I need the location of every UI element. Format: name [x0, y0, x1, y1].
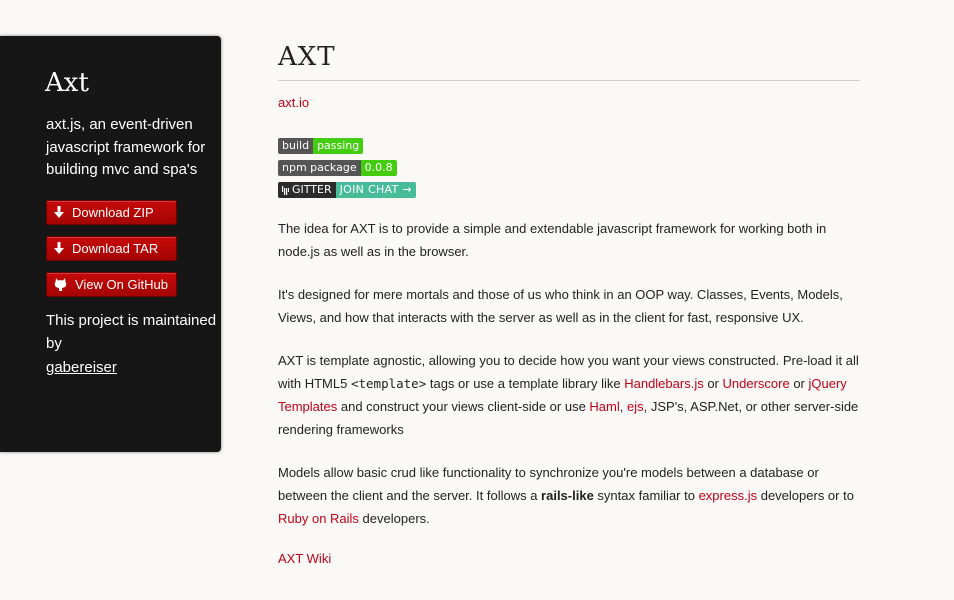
main-content [278, 42, 860, 566]
maintainer-link[interactable]: gabereiser [46, 358, 117, 376]
expressjs-link[interactable]: express.js [698, 488, 758, 503]
download-zip-button[interactable] [46, 200, 177, 225]
text: developers or to [757, 488, 854, 503]
badge-left: build [278, 138, 313, 154]
maintained-by-text: This project is maintained by [46, 311, 217, 352]
sidebar [0, 36, 221, 452]
paragraph-models [278, 461, 860, 530]
view-on-github-button[interactable] [46, 272, 177, 297]
text: , JSP's, ASP.Net, or other server-side rendering frameworks [278, 399, 859, 437]
gitter-label: GITTER [292, 183, 332, 196]
download-tar-label: Download TAR [72, 240, 159, 256]
download-tar-button[interactable] [46, 236, 177, 261]
badge-left: npm package [278, 160, 361, 176]
site-link[interactable]: axt.io [278, 95, 310, 110]
paragraph-templates [278, 349, 860, 441]
download-zip-label: Download ZIP [72, 204, 154, 220]
paragraph-design: It's designed for mere mortals and those of us who think in an OOP way. Classes, Events, Models, Views, and how that interacts with the server as well as in the client for fast, responsive UX. [278, 287, 843, 325]
text: tags or use a template library like [426, 376, 625, 391]
haml-link[interactable]: Haml [589, 399, 620, 414]
badge-right: 0.0.8 [361, 160, 397, 176]
paragraph-intro: The idea for AXT is to provide a simple and extendable javascript framework for working both in node.js as well as in the browser. [278, 221, 827, 259]
project-tagline: axt.js, an event-driven javascript framework for building mvc and spa's [46, 116, 206, 178]
ejs-link[interactable]: ejs [627, 399, 644, 414]
ruby-on-rails-link[interactable]: Ruby on Rails [278, 511, 359, 526]
gitter-icon [282, 186, 289, 195]
page-title: AXT [278, 42, 860, 81]
maintainer-note [46, 309, 221, 380]
text: Models allow basic crud like functionality to synchronize you're models between a database or between the client and the server. It follows a [278, 465, 819, 503]
download-arrow-icon [54, 242, 64, 255]
badge-right: JOIN CHAT → [336, 182, 416, 198]
underscore-link[interactable]: Underscore [722, 376, 790, 391]
npm-version-badge[interactable] [278, 160, 397, 176]
view-on-github-label: View On GitHub [75, 276, 168, 292]
gitter-badge[interactable] [278, 182, 416, 198]
text: or [703, 376, 723, 391]
badge-left [278, 182, 336, 198]
github-octocat-icon [54, 277, 67, 291]
text: AXT is template agnostic, allowing you to decide how you want your views constructed. Pre-load it all with HTML5 [278, 353, 859, 391]
text: or [789, 376, 809, 391]
text: and construct your views client-side or use [337, 399, 590, 414]
text: , [619, 399, 627, 414]
project-title: Axt [45, 68, 89, 98]
download-arrow-icon [54, 206, 64, 219]
text: syntax familiar to [593, 488, 699, 503]
template-tag-code: <template> [350, 376, 427, 391]
text: developers. [358, 511, 430, 526]
rails-like-bold: rails-like [541, 488, 594, 503]
axt-wiki-link[interactable]: AXT Wiki [278, 551, 332, 566]
badge-right: passing [313, 138, 363, 154]
jquery-templates-link[interactable]: jQuery Templates [278, 376, 847, 414]
badge-list [278, 138, 860, 198]
build-status-badge[interactable] [278, 138, 363, 154]
handlebars-link[interactable]: Handlebars.js [624, 376, 704, 391]
